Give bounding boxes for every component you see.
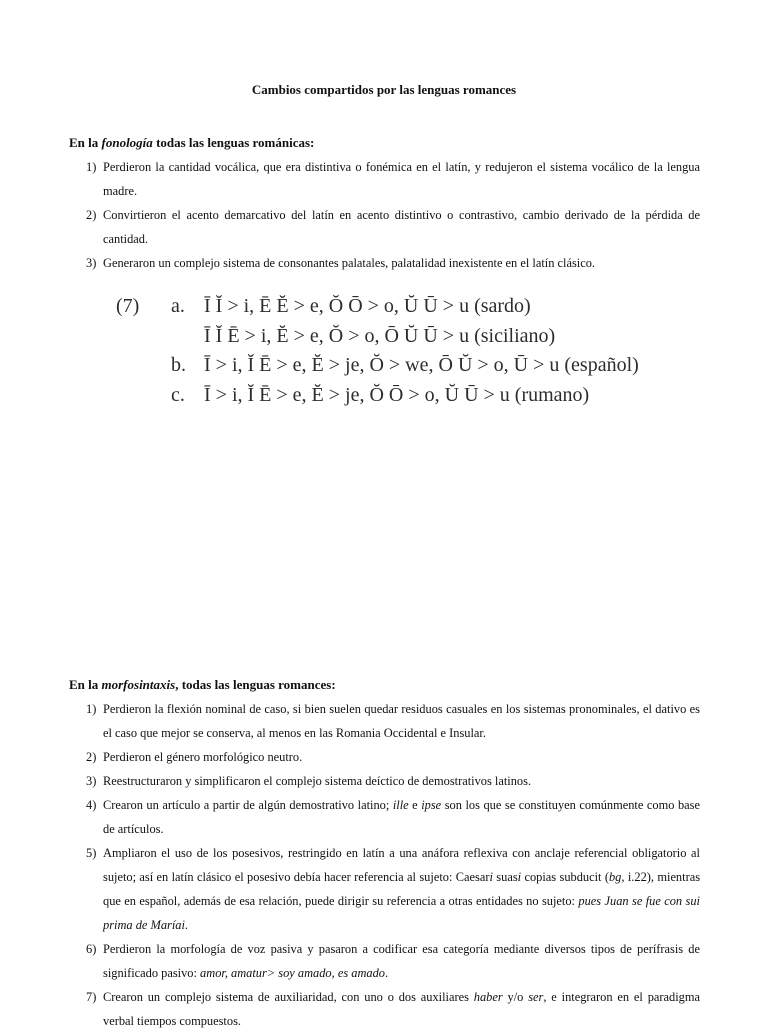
text-run: . — [184, 918, 189, 932]
text-run: e — [408, 798, 422, 812]
example-letter: b. — [171, 354, 186, 376]
item-number: 2) — [86, 750, 97, 764]
item-text: Generaron un complejo sistema de consonantes palatales, palatalidad inexistente en el latín clásico. — [103, 256, 596, 270]
text-run: . — [384, 966, 389, 980]
item-text: Reestructuraron y simplificaron el complejo sistema deíctico de demostrativos latinos. — [103, 774, 532, 788]
example-text: Ī > i, Ĭ Ē > e, Ĕ > je, Ŏ Ō > o, Ŭ Ū > u (rumano) — [204, 383, 590, 406]
italic-term: pues Juan se fue con sui prima de Maríai — [103, 894, 700, 932]
item-text — [103, 990, 700, 1028]
morfosintaxis-heading-em: morfosintaxis — [101, 677, 176, 692]
morfosintaxis-heading — [69, 677, 336, 693]
italic-term: bg — [608, 870, 622, 884]
item-number: 2) — [86, 208, 97, 222]
item-number: 4) — [86, 798, 97, 812]
example-text: Ī Ĭ Ē > i, Ĕ > e, Ŏ > o, Ō Ŭ Ū > u (siciliano) — [204, 324, 556, 347]
item-number: 7) — [86, 990, 97, 1004]
item-number: 3) — [86, 256, 97, 270]
list-item — [69, 203, 700, 251]
italic-term: i — [489, 870, 493, 884]
item-number: 1) — [86, 160, 97, 174]
text-run: son los que se constituyen comúnmente como base de artículos. — [103, 798, 700, 836]
item-text: Perdieron el género morfológico neutro. — [103, 750, 303, 764]
text-run: , e integraron en el paradigma verbal tiempos compuestos. — [103, 990, 700, 1028]
italic-term: i — [517, 870, 522, 884]
fonologia-heading — [69, 135, 314, 151]
italic-term: haber — [473, 990, 503, 1004]
example-row — [116, 322, 716, 352]
page-title: Cambios compartidos por las lenguas romances — [251, 82, 517, 97]
italic-term: ipse — [421, 798, 442, 812]
text-run: suas — [492, 870, 518, 884]
example-7 — [116, 292, 716, 410]
italic-term: ille — [392, 798, 409, 812]
list-item — [69, 841, 700, 937]
example-row — [116, 351, 716, 381]
italic-term: ser — [528, 990, 544, 1004]
item-text: Convirtieron el acento demarcativo del latín en acento distintivo o contrastivo, cambio derivado de la pérdida de cantidad. — [103, 208, 700, 246]
morfosintaxis-heading-pre: En la — [69, 677, 102, 692]
example-row — [116, 381, 716, 411]
example-row — [116, 292, 716, 322]
item-text: Perdieron la cantidad vocálica, que era distintiva o fonémica en el latín, y redujeron el sistema vocálico de la lengua madre. — [103, 160, 700, 198]
list-item — [69, 155, 700, 203]
list-item — [69, 769, 700, 793]
fonologia-heading-em: fonología — [101, 135, 153, 150]
fonologia-list — [69, 155, 700, 275]
morfosintaxis-list — [69, 697, 700, 1033]
item-text — [103, 846, 700, 932]
morfosintaxis-heading-post: , todas las lenguas romances: — [175, 677, 336, 692]
text-run: copias subducit ( — [521, 870, 609, 884]
item-text — [103, 942, 700, 980]
item-text: Perdieron la flexión nominal de caso, si bien suelen quedar residuos casuales en los sistemas pronominales, el dativo es el caso que mejor se conserva, al menos en las Romania Occidental e Insular. — [103, 702, 700, 740]
example-text: Ī > i, Ĭ Ē > e, Ĕ > je, Ŏ > we, Ō Ŭ > o, Ū > u (español) — [204, 354, 639, 376]
example-text: Ī Ĭ > i, Ē Ĕ > e, Ŏ Ō > o, Ŭ Ū > u (sardo) — [204, 295, 531, 317]
example-number: (7) — [116, 295, 140, 317]
text-run: Crearon un artículo a partir de algún demostrativo latino; — [103, 798, 393, 812]
item-number: 3) — [86, 774, 97, 788]
text-run: Ampliaron el uso de los posesivos, restringido en latín a una anáfora reflexiva con anclaje referencial obligatorio al sujeto; así en latín clásico el posesivo debía hacer referencia al sujeto: Caesar — [103, 846, 700, 884]
item-text — [103, 798, 700, 836]
text-run: Crearon un complejo sistema de auxiliaridad, con uno o dos auxiliares — [103, 990, 474, 1004]
list-item — [69, 251, 700, 275]
list-item — [69, 793, 700, 841]
fonologia-heading-pre: En la — [69, 135, 102, 150]
list-item — [69, 937, 700, 985]
text-run: y/o — [502, 990, 529, 1004]
item-number: 6) — [86, 942, 97, 956]
italic-term: amor, amatur> soy amado, es amado — [200, 966, 385, 980]
item-number: 1) — [86, 702, 97, 716]
example-letter: a. — [171, 295, 185, 317]
text-run: , i.22), mientras que en español, además de esa relación, puede dirigir su referencia a otras entidades no sujeto: — [103, 870, 701, 908]
item-number: 5) — [86, 846, 97, 860]
list-item — [69, 745, 700, 769]
fonologia-heading-post: todas las lenguas románicas: — [152, 135, 315, 150]
example-letter: c. — [171, 383, 185, 406]
list-item — [69, 985, 700, 1033]
text-run: Perdieron la morfología de voz pasiva y pasaron a codificar esa categoría mediante diversos tipos de perífrasis de significado pasivo: — [103, 942, 700, 980]
list-item — [69, 697, 700, 745]
